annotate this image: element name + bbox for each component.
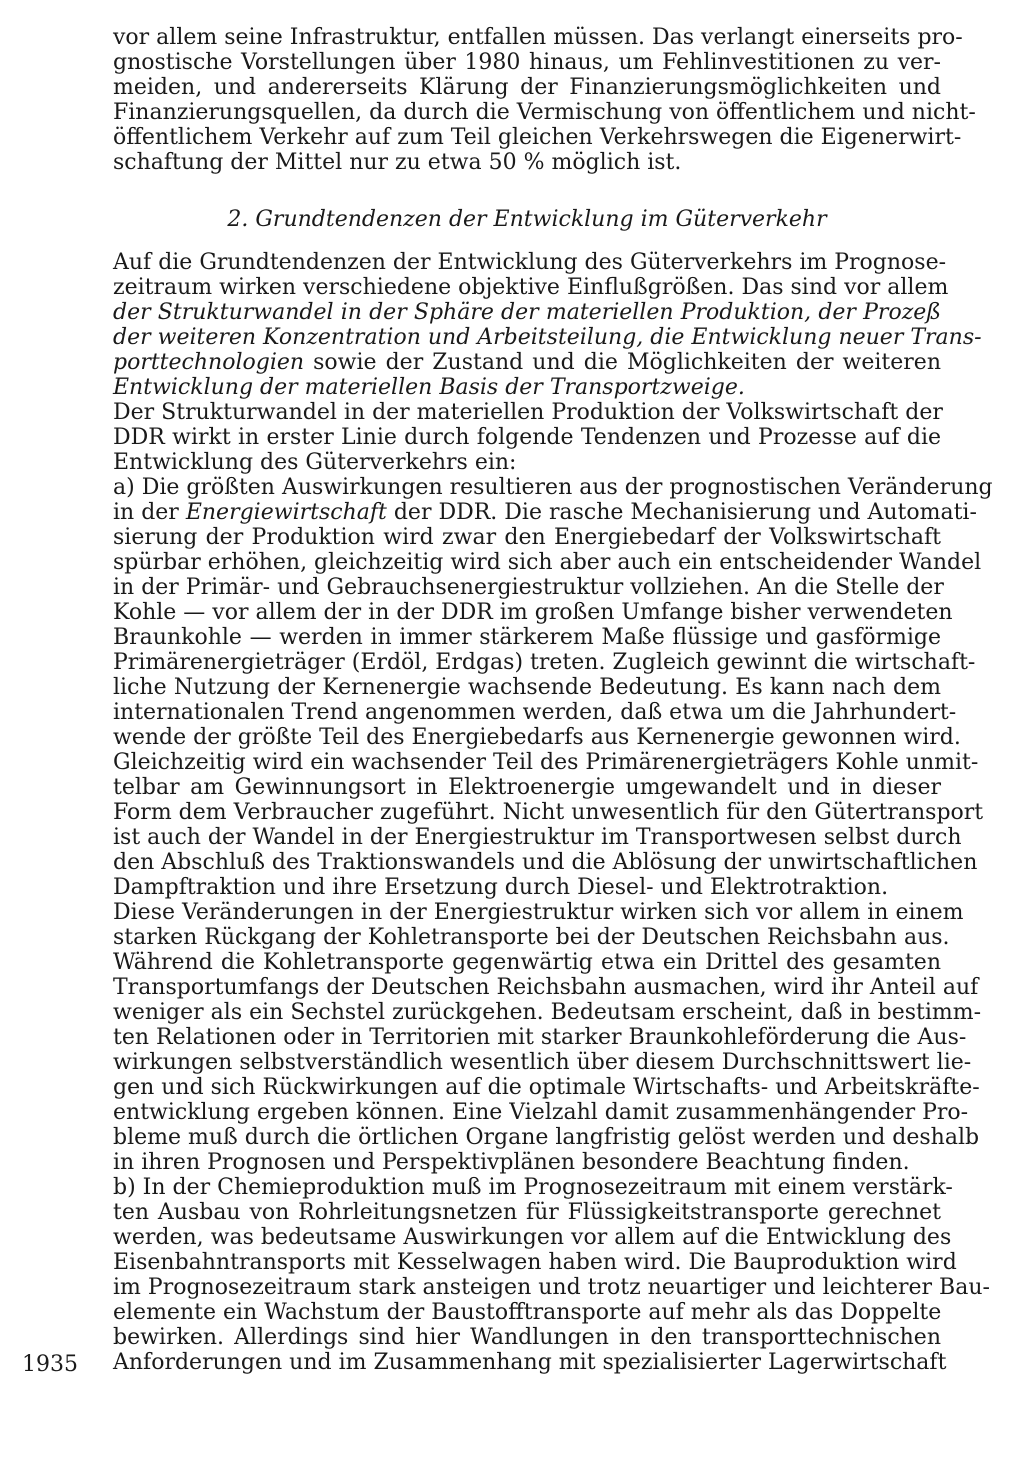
text-line: Form dem Verbraucher zugeführt. Nicht unwesentlich für den Gütertransport [113,800,984,825]
text-line: spürbar erhöhen, gleichzeitig wird sich aber auch ein entscheidender Wandel [113,550,982,575]
text-line: Diese Veränderungen in der Energiestruktur wirken sich vor allem in einem [113,900,964,925]
text-line: gen und sich Rückwirkungen auf die optimale Wirtschafts- und Arbeitskräfte- [113,1075,980,1100]
text-line: Dampftraktion und ihre Ersetzung durch Diesel- und Elektrotraktion. [113,875,889,900]
text-line: ten Ausbau von Rohrleitungsnetzen für Flüssigkeitstransporte gerechnet [113,1200,941,1225]
text-line: Der Strukturwandel in der materiellen Produktion der Volkswirtschaft der [113,400,943,425]
text-line [113,350,941,375]
text-line: Eisenbahntransports mit Kesselwagen haben wird. Die Bauproduktion wird [113,1250,957,1275]
text-line: in der Primär- und Gebrauchsenergiestruktur vollziehen. An die Stelle der [113,575,944,600]
text-line: Anforderungen und im Zusammenhang mit spezialisierter Lagerwirtschaft [113,1350,947,1375]
text-line: telbar am Gewinnungsort in Elektroenergie umgewandelt und in dieser [113,775,941,800]
text-line: zeitraum wirken verschiedene objektive Einflußgrößen. Das sind vor allem [113,275,949,300]
section-heading: 2. Grundtendenzen der Entwicklung im Güterverkehr [227,207,827,232]
text-line: elemente ein Wachstum der Baustofftransporte auf mehr als das Doppelte [113,1300,942,1325]
text-line: Auf die Grundtendenzen der Entwicklung des Güterverkehrs im Prognose- [113,250,947,275]
text-line: werden, was bedeutsame Auswirkungen vor allem auf die Entwicklung des [113,1225,952,1250]
page-number: 1935 [22,1352,78,1377]
text-line: Primärenergieträger (Erdöl, Erdgas) treten. Zugleich gewinnt die wirtschaft- [113,650,976,675]
text-line: der Strukturwandel in der Sphäre der materiellen Produktion, der Prozeß [113,300,941,325]
text-run: sowie der Zustand und die Möglichkeiten der weiteren [313,350,941,375]
text-line: vor allem seine Infrastruktur, entfallen müssen. Das verlangt einerseits pro- [113,25,963,50]
text-line: wirkungen selbstverständlich wesentlich über diesem Durchschnittswert lie- [113,1050,972,1075]
text-line: starken Rückgang der Kohletransporte bei der Deutschen Reichsbahn aus. [113,925,950,950]
text-line: in ihren Prognosen und Perspektivplänen besondere Beachtung finden. [113,1150,910,1175]
emphasis: Energiewirtschaft [185,500,387,525]
emphasis: porttechnologien [113,350,305,375]
text-line: weniger als ein Sechstel zurückgehen. Bedeutsam erscheint, daß in bestimm- [113,1000,982,1025]
text-line: entwicklung ergeben können. Eine Vielzahl damit zusammenhängender Pro- [113,1100,969,1125]
text-line: bewirken. Allerdings sind hier Wandlungen in den transporttechnischen [113,1325,941,1350]
text-line: Gleichzeitig wird ein wachsender Teil des Primärenergieträgers Kohle unmit- [113,750,979,775]
text-line: der weiteren Konzentration und Arbeitsteilung, die Entwicklung neuer Trans- [113,325,982,350]
text-line [113,500,977,525]
text-line: im Prognosezeitraum stark ansteigen und trotz neuartiger und leichterer Bau- [113,1275,990,1300]
text-line: bleme muß durch die örtlichen Organe langfristig gelöst werden und deshalb [113,1125,980,1150]
text-line: Finanzierungsquellen, da durch die Vermischung von öffentlichem und nicht- [113,100,976,125]
text-line: Während die Kohletransporte gegenwärtig etwa ein Drittel des gesamten [113,950,941,975]
text-line: Braunkohle — werden in immer stärkerem Maße flüssige und gasförmige [113,625,941,650]
text-line: a) Die größten Auswirkungen resultieren aus der prognostischen Veränderung [113,475,993,500]
text-line: liche Nutzung der Kernenergie wachsende Bedeutung. Es kann nach dem [113,675,941,700]
text-line: Entwicklung der materiellen Basis der Transportzweige. [113,375,745,400]
text-line: gnostische Vorstellungen über 1980 hinaus, um Fehlinvestitionen zu ver- [113,50,941,75]
text-line: b) In der Chemieproduktion muß im Prognosezeitraum mit einem verstärk- [113,1175,953,1200]
text-line: Transportumfangs der Deutschen Reichsbahn ausmachen, wird ihr Anteil auf [113,975,979,1000]
text-line: meiden, und andererseits Klärung der Finanzierungsmöglichkeiten und [113,75,941,100]
text-line: sierung der Produktion wird zwar den Energiebedarf der Volkswirtschaft [113,525,941,550]
text-line: den Abschluß des Traktionswandels und die Ablösung der unwirtschaftlichen [113,850,978,875]
text-line: internationalen Trend angenommen werden, daß etwa um die Jahrhundert- [113,700,957,725]
text-line: ten Relationen oder in Territorien mit starker Braunkohleförderung die Aus- [113,1025,967,1050]
text-line: wende der größte Teil des Energiebedarfs aus Kernenergie gewonnen wird. [113,725,961,750]
text-run: in der [113,500,179,525]
text-line: ist auch der Wandel in der Energiestruktur im Transportwesen selbst durch [113,825,962,850]
text-line: Entwicklung des Güterverkehrs ein: [113,450,517,475]
text-line: DDR wirkt in erster Linie durch folgende Tendenzen und Prozesse auf die [113,425,941,450]
text-line: Kohle — vor allem der in der DDR im großen Umfange bisher verwendeten [113,600,953,625]
text-line: schaftung der Mittel nur zu etwa 50 % möglich ist. [113,150,682,175]
text-line: öffentlichem Verkehr auf zum Teil gleichen Verkehrswegen die Eigenerwirt- [113,125,962,150]
text-run: der DDR. Die rasche Mechanisierung und Automati- [393,500,977,525]
